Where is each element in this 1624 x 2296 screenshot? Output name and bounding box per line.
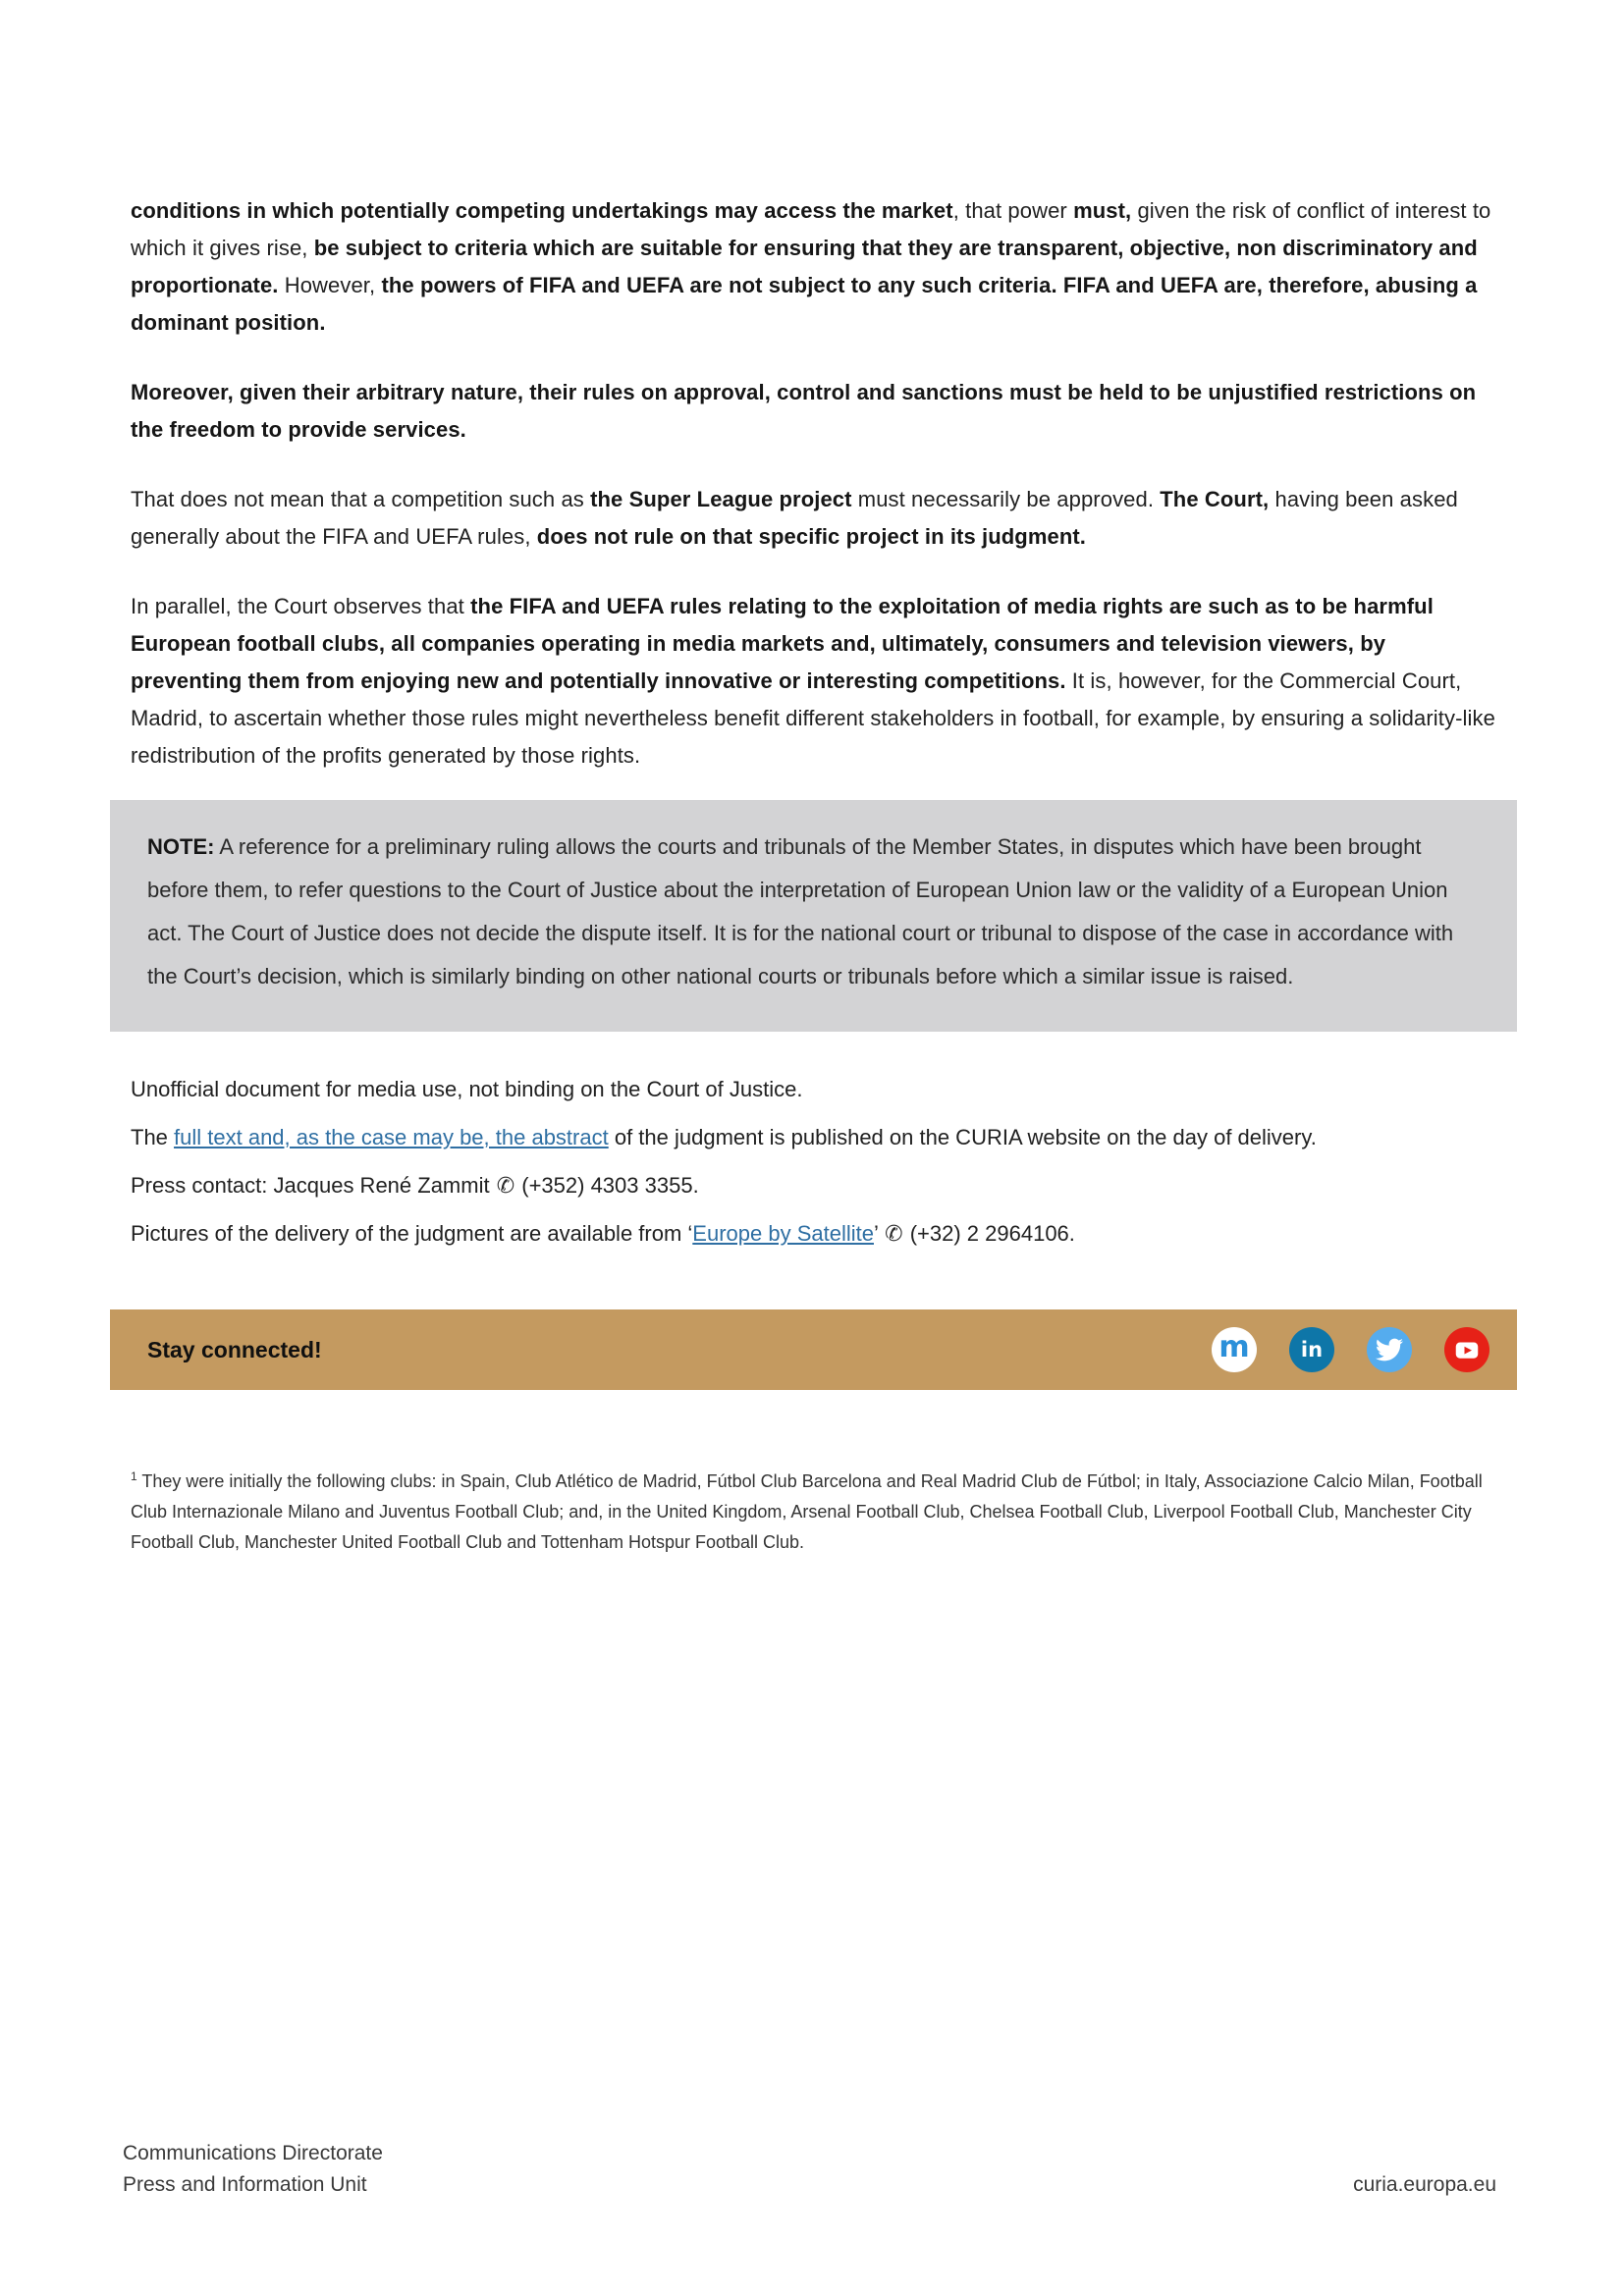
footnote-marker: 1 bbox=[131, 1469, 137, 1483]
phone-icon: ✆ bbox=[885, 1221, 903, 1246]
pictures-line: Pictures of the delivery of the judgment are available from ‘Europe by Satellite’ ✆ (+32) 2 2964106. bbox=[131, 1221, 1075, 1246]
note-box: NOTE: A reference for a preliminary ruling allows the courts and tribunals of the Member States, in disputes which have been brought before them, to refer questions to the Court of Justice about the interpretation of European Union law or the validity of a European Union act. The Court of Justice does not decide the dispute itself. It is for the national court or tribunal to dispose of the case in accordance with the Court’s decision, which is similarly binding on other national courts or tribunals before which a similar issue is raised. bbox=[110, 800, 1517, 1032]
youtube-icon[interactable] bbox=[1444, 1327, 1489, 1372]
footer-directorate: Communications Directorate bbox=[123, 2142, 383, 2164]
footer-press-unit: Press and Information Unit bbox=[123, 2173, 367, 2196]
social-icons bbox=[1212, 1327, 1489, 1372]
footer-unit bbox=[123, 2138, 383, 2201]
text-link[interactable]: full text and, as the case may be, the abstract bbox=[174, 1125, 609, 1149]
twitter-icon[interactable] bbox=[1367, 1327, 1412, 1372]
linkedin-icon[interactable]: in bbox=[1289, 1327, 1334, 1372]
body-paragraph: That does not mean that a competition such as the Super League project must necessarily be approved. The Court, having been asked generally about the FIFA and UEFA rules, does not rule on that specific project in its judgment. bbox=[131, 487, 1458, 549]
curia-website: curia.europa.eu bbox=[1353, 2173, 1496, 2196]
unofficial-document-note: Unofficial document for media use, not binding on the Court of Justice. bbox=[131, 1077, 803, 1101]
stay-connected-banner bbox=[110, 1309, 1517, 1390]
footnote: $^1$ They were initially the following clubs: in Spain, Club Atlético de Madrid, Fútbol Club Barcelona and Real Madrid Club de Fútbol; in Italy, Associazione Calcio Milan, Football Club Internazionale Milano and Juventus Football Club; and, in the United Kingdom, Arsenal Football Club, Chelsea Football Club, Liverpool Football Club, Manchester City Football Club, Manchester United Football Club and Tottenham Hotspur Football Club. bbox=[131, 1469, 1483, 1552]
mastodon-icon[interactable]: m bbox=[1212, 1327, 1257, 1372]
body-paragraph: In parallel, the Court observes that the FIFA and UEFA rules relating to the exploitation of media rights are such as to be harmful European football clubs, all companies operating in media markets and, ultimately, consumers and television viewers, by preventing them from enjoying new and potentially innovative or interesting competitions. It is, however, for the Commercial Court, Madrid, to ascertain whether those rules might nevertheless benefit different stakeholders in football, for example, by ensuring a solidarity-like redistribution of the profits generated by those rights. bbox=[131, 594, 1495, 768]
body-paragraph: Moreover, given their arbitrary nature, their rules on approval, control and sanctions must be held to be unjustified restrictions on the freedom to provide services. bbox=[131, 380, 1477, 442]
text-link[interactable]: Europe by Satellite bbox=[692, 1221, 874, 1246]
stay-connected-label: Stay connected! bbox=[147, 1336, 322, 1362]
page-footer bbox=[123, 2138, 1496, 2201]
media-info-section bbox=[131, 1071, 1496, 1253]
phone-icon: ✆ bbox=[496, 1173, 515, 1198]
press-contact-line: Press contact: Jacques René Zammit ✆ (+352) 4303 3355. bbox=[131, 1173, 699, 1198]
full-text-line: The full text and, as the case may be, the abstract of the judgment is published on the CURIA website on the day of delivery. bbox=[131, 1125, 1317, 1149]
body-paragraph: conditions in which potentially competing undertakings may access the market, that power must, given the risk of conflict of interest to which it gives rise, be subject to criteria which are suitable for ensuring that they are transparent, objective, non discriminatory and proportionate. However, the powers of FIFA and UEFA are not subject to any such criteria. FIFA and UEFA are, therefore, abusing a dominant position. bbox=[131, 198, 1491, 335]
